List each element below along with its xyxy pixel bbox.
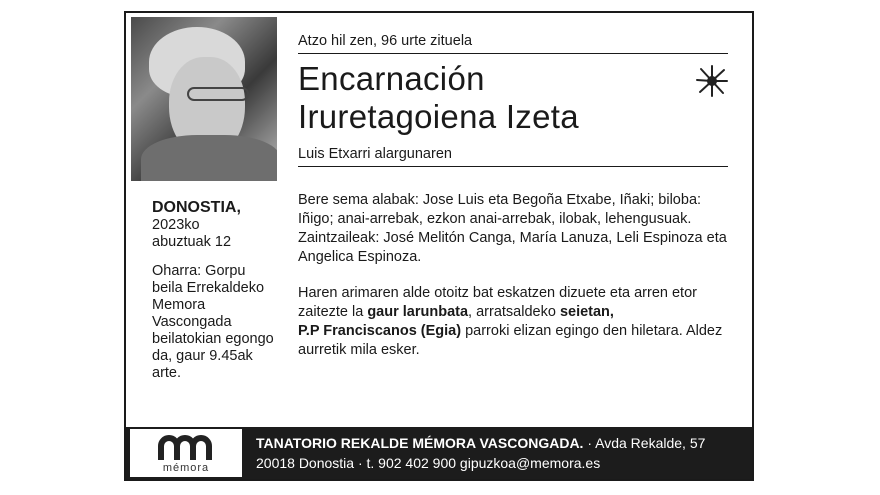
main-column xyxy=(298,31,728,360)
company-name: TANATORIO REKALDE MÉMORA VASCONGADA. xyxy=(256,435,584,451)
date-line-1: 2023ko xyxy=(152,217,200,233)
invite-bold-3: P.P Franciscanos (Egia) xyxy=(298,323,462,339)
name-line-1: Encarnación xyxy=(298,60,485,97)
spouse-line: Luis Etxarri alargunaren xyxy=(298,144,728,167)
side-column xyxy=(152,199,276,382)
invite-bold-1: gaur larunbata xyxy=(367,304,469,320)
memora-m-icon xyxy=(157,434,217,460)
date xyxy=(152,217,276,251)
family-paragraph: Bere sema alabak: Jose Luis eta Begoña Etxabe, Iñaki; biloba: Iñigo; anai-arrebak, ezkon anai-arrebak, ilobak, lehengusuak. Zaintzaileak: José Melitón Canga, María Lanuza, Leli Espinoza eta Angelica Espinoza. xyxy=(298,192,727,265)
funeral-home-footer xyxy=(126,427,752,479)
invite-bold-2: seietan, xyxy=(559,304,614,320)
portrait-body xyxy=(141,135,277,181)
footer-line-2: 20018 Donostia · t. 902 402 900 gipuzkoa@memora.es xyxy=(256,455,601,471)
footer-line-1 xyxy=(256,435,705,451)
invite-text-1: Haren arimaren alde otoitz bat eskatzen dizuete eta arren etor zaitezte la xyxy=(298,285,697,320)
invite-text-2: , arratsaldeko xyxy=(468,304,560,320)
obituary-card xyxy=(124,11,754,481)
city: DONOSTIA, xyxy=(152,199,241,216)
death-line: Atzo hil zen, 96 urte zituela xyxy=(298,31,728,54)
logo-text: mémora xyxy=(162,462,210,474)
invite-text-3: parroki elizan egingo den hiletara. Aldez aurretik mila esker. xyxy=(298,323,723,358)
deceased-name xyxy=(298,60,728,136)
memora-logo xyxy=(130,429,242,477)
flower-icon xyxy=(694,63,730,99)
date-line-2: abuztuak 12 xyxy=(152,234,232,250)
wake-note: Oharra: Gorpu beila Errekaldeko Memora Vascongada beilatokian egongo da, gaur 9.45ak arte. xyxy=(152,263,274,381)
invitation-paragraph xyxy=(298,284,728,360)
name-line-2: Iruretagoiena Izeta xyxy=(298,98,579,135)
portrait-photo xyxy=(131,17,277,181)
company-address: · Avda Rekalde, 57 xyxy=(583,435,706,451)
portrait-glasses xyxy=(187,87,249,101)
